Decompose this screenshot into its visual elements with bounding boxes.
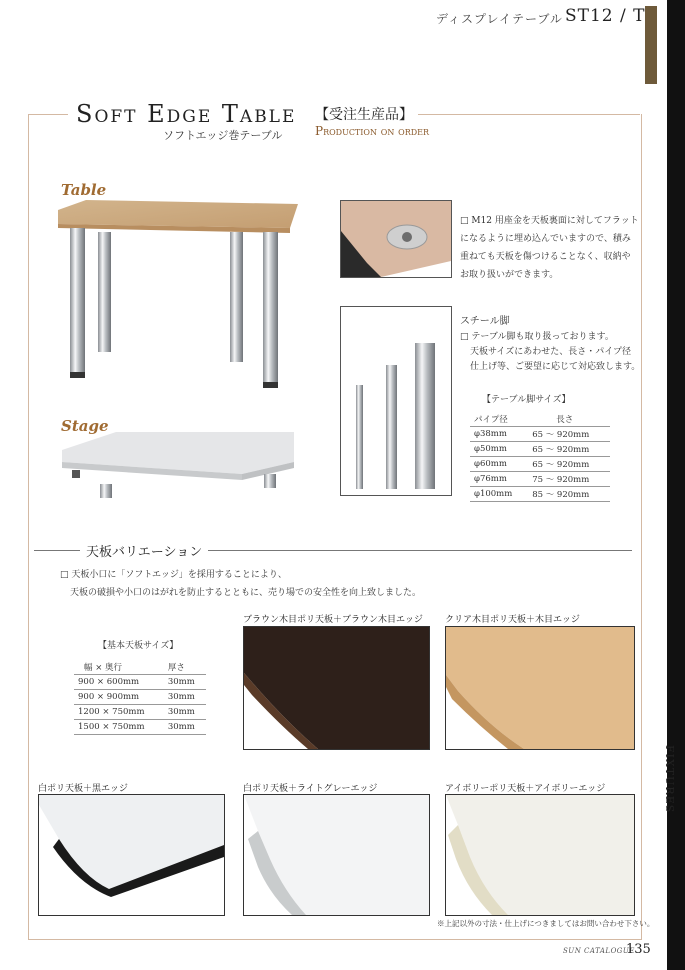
page-number: 135	[626, 942, 651, 957]
stage-label: Stage	[61, 417, 109, 435]
footer-note: ※上記以外の寸法・仕上げにつきましてはお問い合わせ下さい。	[437, 919, 655, 928]
table-row: φ60mm 65 ～ 920mm	[470, 457, 610, 472]
header-category: ディスプレイテーブル	[436, 12, 563, 26]
top-size-table: 幅 × 奥行 厚さ 900 × 600mm 30mm 900 × 900mm 30mm 1200 × 750mm 30mm 1500 × 750mm 30mm	[74, 660, 206, 735]
order-label-en: Production on order	[315, 124, 430, 138]
header-code: ST12 / T	[565, 6, 646, 26]
order-label-jp: 【受注生産品】	[315, 107, 413, 123]
size-table-title: 【基本天板サイズ】	[98, 641, 179, 651]
adjuster-note: □ M12 用座金を天板裏面に対してフラット になるように埋め込んでいますので、積み 重ねても天板を傷つけることなく、収納や お取り扱いができます。	[460, 216, 639, 280]
section-title: 天板バリエーション	[80, 541, 208, 560]
legs-photo	[340, 306, 452, 496]
legs-table-title: 【テーブル脚サイズ】	[482, 395, 571, 405]
table-row: 900 × 600mm 30mm	[74, 675, 206, 690]
page-subtitle: ソフトエッジ巻テーブル	[163, 129, 283, 142]
swatch-label: 白ポリ天板＋ライトグレーエッジ	[243, 784, 378, 794]
adjuster-photo	[340, 200, 452, 278]
legs-size-table: パイプ径 長さ φ38mm 65 ～ 920mm φ50mm 65 ～ 920mm φ60mm 65 ～ 920mm φ76mm 75 ～ 920mm φ100mm 85 ～ 920mm	[470, 412, 610, 502]
swatch-clear-wood	[445, 626, 635, 750]
table-row: φ100mm 85 ～ 920mm	[470, 487, 610, 502]
table-label: Table	[61, 181, 107, 199]
table-row: φ38mm 65 ～ 920mm	[470, 427, 610, 442]
brand-strip	[645, 6, 657, 84]
swatch-ivory	[445, 794, 635, 916]
table-row: 1200 × 750mm 30mm	[74, 705, 206, 720]
stage-image	[56, 428, 301, 504]
frame-divider	[418, 114, 640, 115]
legs-note: □ テーブル脚も取り扱っております。 天板サイズにあわせた、長さ・パイプ径 仕上げ等、ご要望に応じて対応致します。	[460, 332, 641, 372]
legs-title: スチール脚	[460, 316, 510, 327]
table-row: φ76mm 75 ～ 920mm	[470, 472, 610, 487]
swatch-white-black	[38, 794, 225, 916]
variation-desc: □ 天板小口に「ソフトエッジ」を採用することにより、 天板の破損や小口のはがれを防止するとともに、売り場での安全性を向上致しました。	[60, 570, 422, 598]
page-title: Soft Edge Table	[76, 100, 297, 128]
table-row: 900 × 900mm 30mm	[74, 690, 206, 705]
catalogue-name: SUN CATALOGUE	[563, 947, 635, 955]
table-image	[52, 196, 302, 396]
table-row: φ50mm 65 ～ 920mm	[470, 442, 610, 457]
swatch-label: アイボリーポリ天板＋アイボリーエッジ	[445, 784, 606, 794]
side-tab-label: FIXTURES	[663, 745, 676, 814]
swatch-brown	[243, 626, 430, 750]
swatch-label: ブラウン木目ポリ天板＋ブラウン木目エッジ	[243, 615, 423, 625]
side-bar	[667, 0, 685, 970]
swatch-label: クリア木目ポリ天板＋木目エッジ	[445, 615, 580, 625]
frame-divider	[28, 114, 68, 115]
table-row: 1500 × 750mm 30mm	[74, 720, 206, 735]
swatch-label: 白ポリ天板＋黒エッジ	[38, 784, 128, 794]
swatch-white-grey	[243, 794, 430, 916]
